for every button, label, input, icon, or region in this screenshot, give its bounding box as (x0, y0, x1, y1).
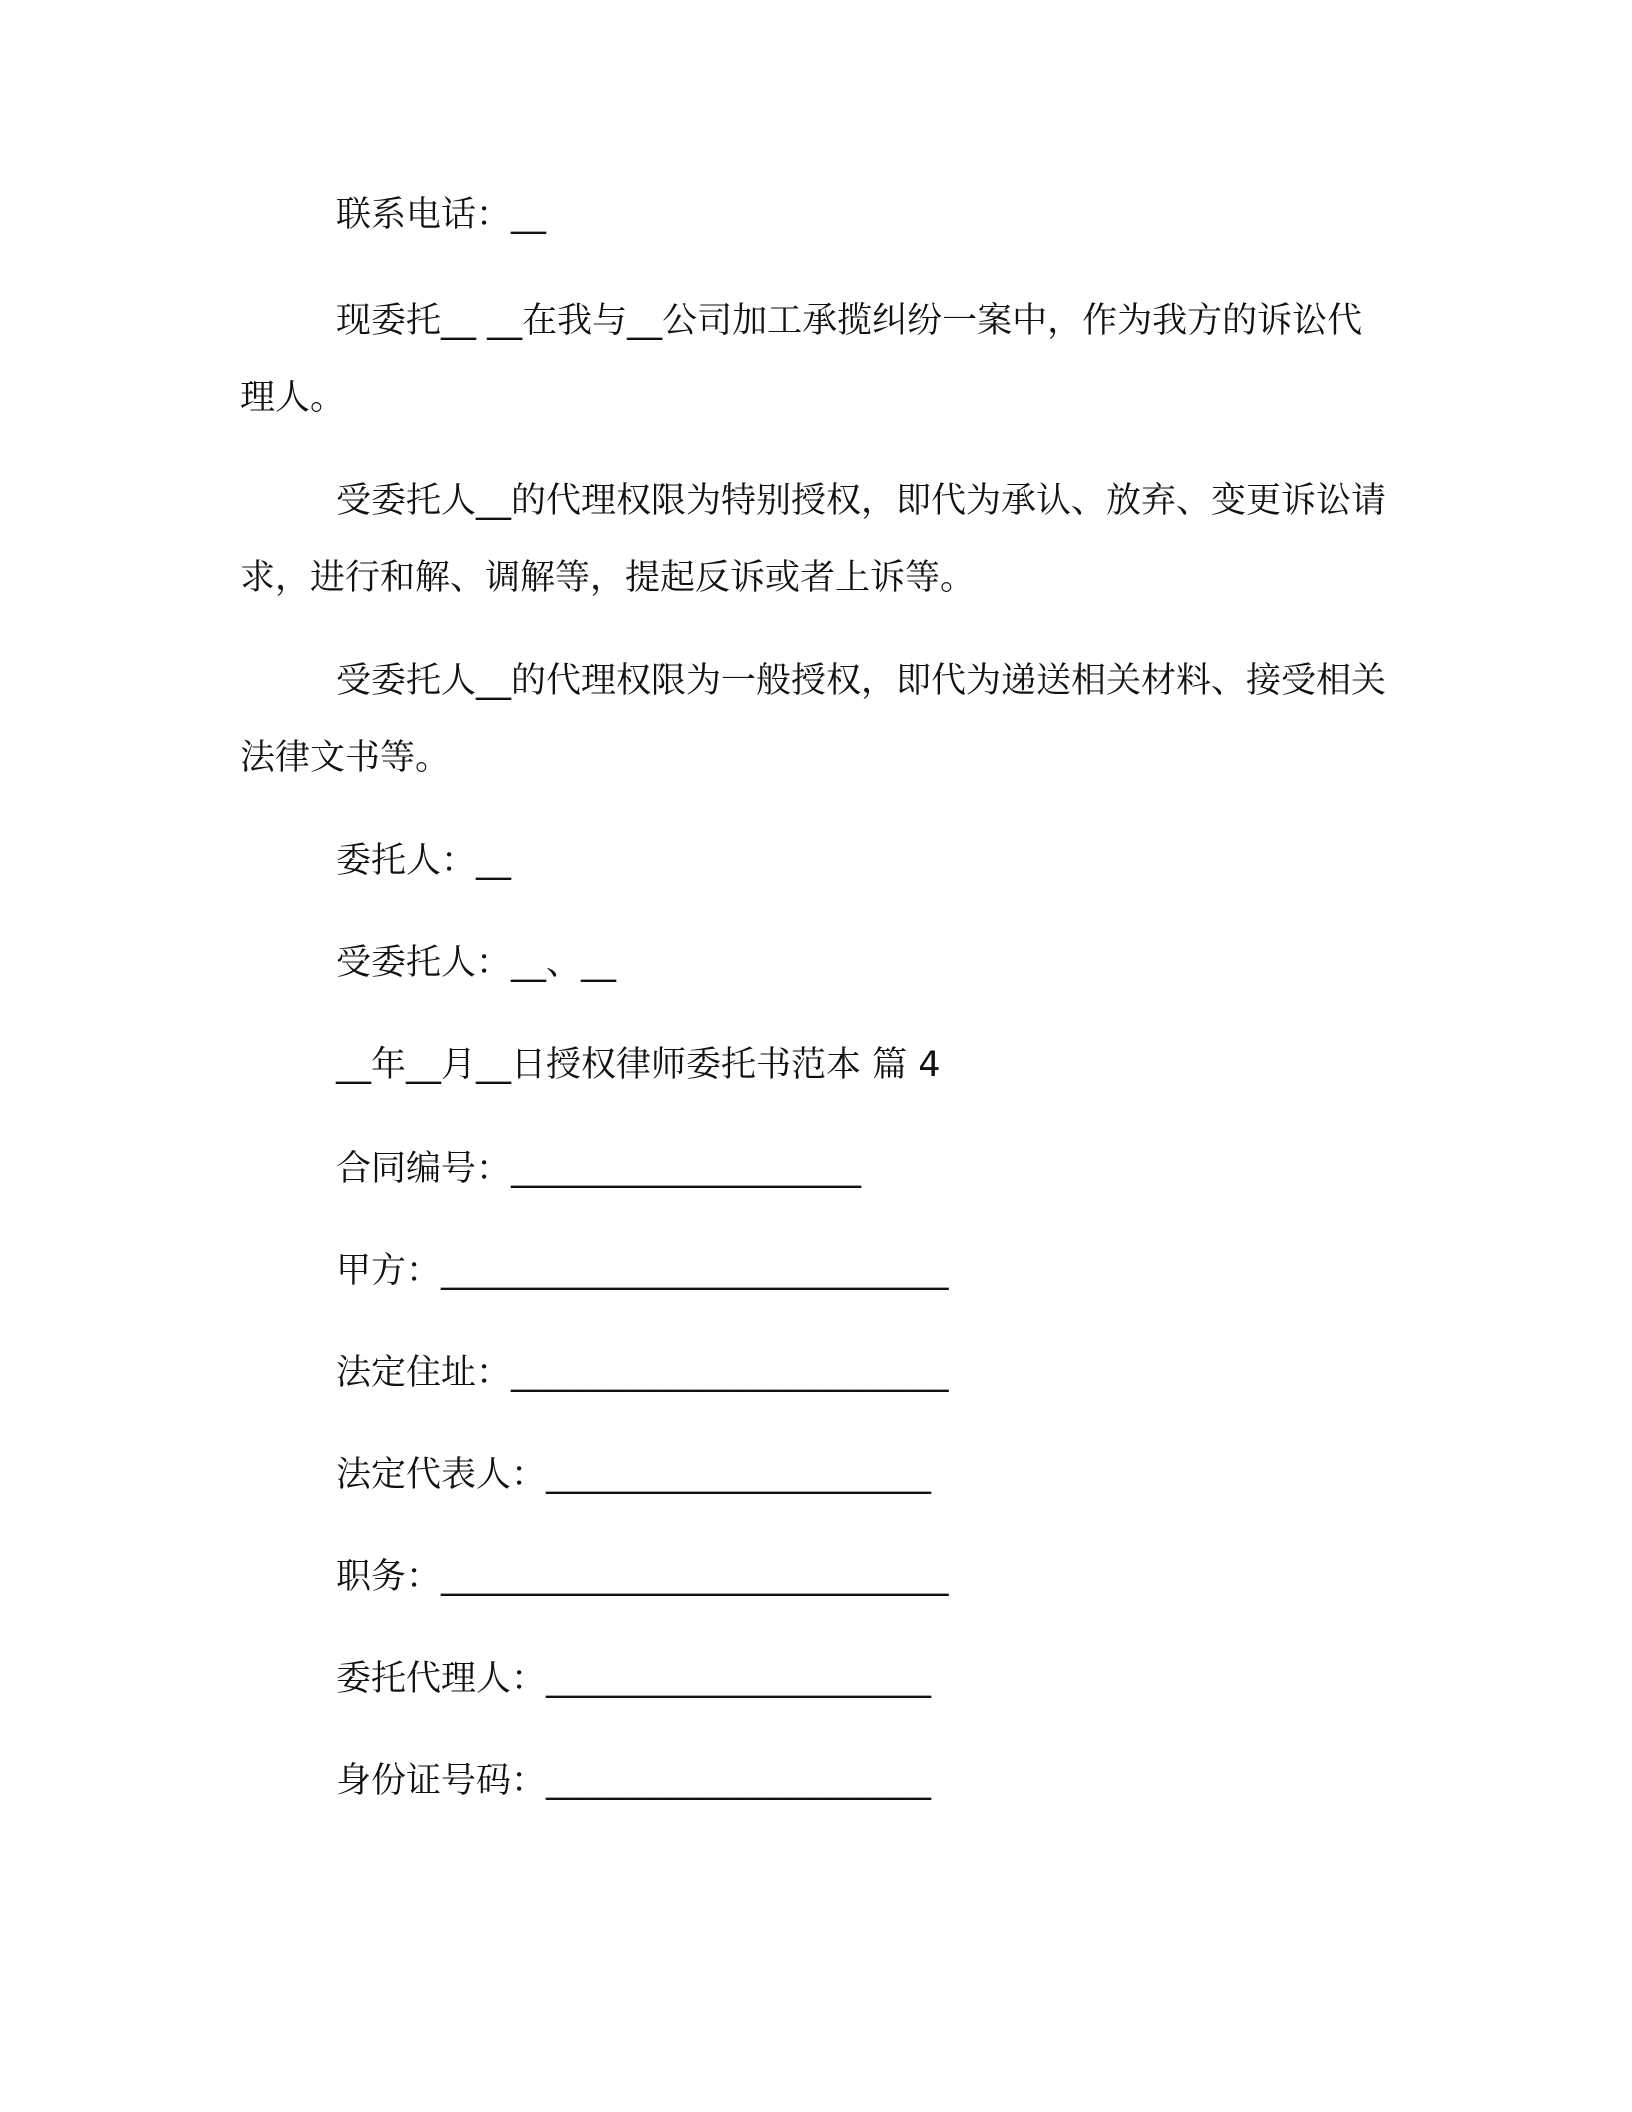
position-line: 职务：_____________________________ (336, 1557, 949, 1597)
legal-representative-line: 法定代表人：______________________ (336, 1455, 932, 1495)
paragraph-general-authorization: 受委托人__的代理权限为一般授权，即代为递送相关材料、接受相关法律文书等。 (240, 661, 1387, 778)
paragraph-entrust: 现委托__ __在我与__公司加工承揽纠纷一案中，作为我方的诉讼代理人。 (240, 301, 1363, 418)
contact-phone-line: 联系电话：__ (336, 195, 547, 235)
agents-line: 受委托人：__、__ (336, 943, 617, 983)
id-number-line: 身份证号码：______________________ (336, 1761, 932, 1801)
entrusted-agent-line: 委托代理人：______________________ (336, 1659, 932, 1699)
contract-number-line: 合同编号：____________________ (336, 1149, 862, 1189)
principal-line: 委托人：__ (336, 841, 512, 881)
party-a-line: 甲方：_____________________________ (336, 1251, 949, 1291)
legal-address-line: 法定住址：_________________________ (336, 1353, 949, 1393)
date-heading: __年__月__日授权律师委托书范本 篇 4 (336, 1045, 941, 1085)
paragraph-special-authorization: 受委托人__的代理权限为特别授权，即代为承认、放弃、变更诉讼请求，进行和解、调解等，提起反诉或者上诉等。 (240, 481, 1387, 598)
